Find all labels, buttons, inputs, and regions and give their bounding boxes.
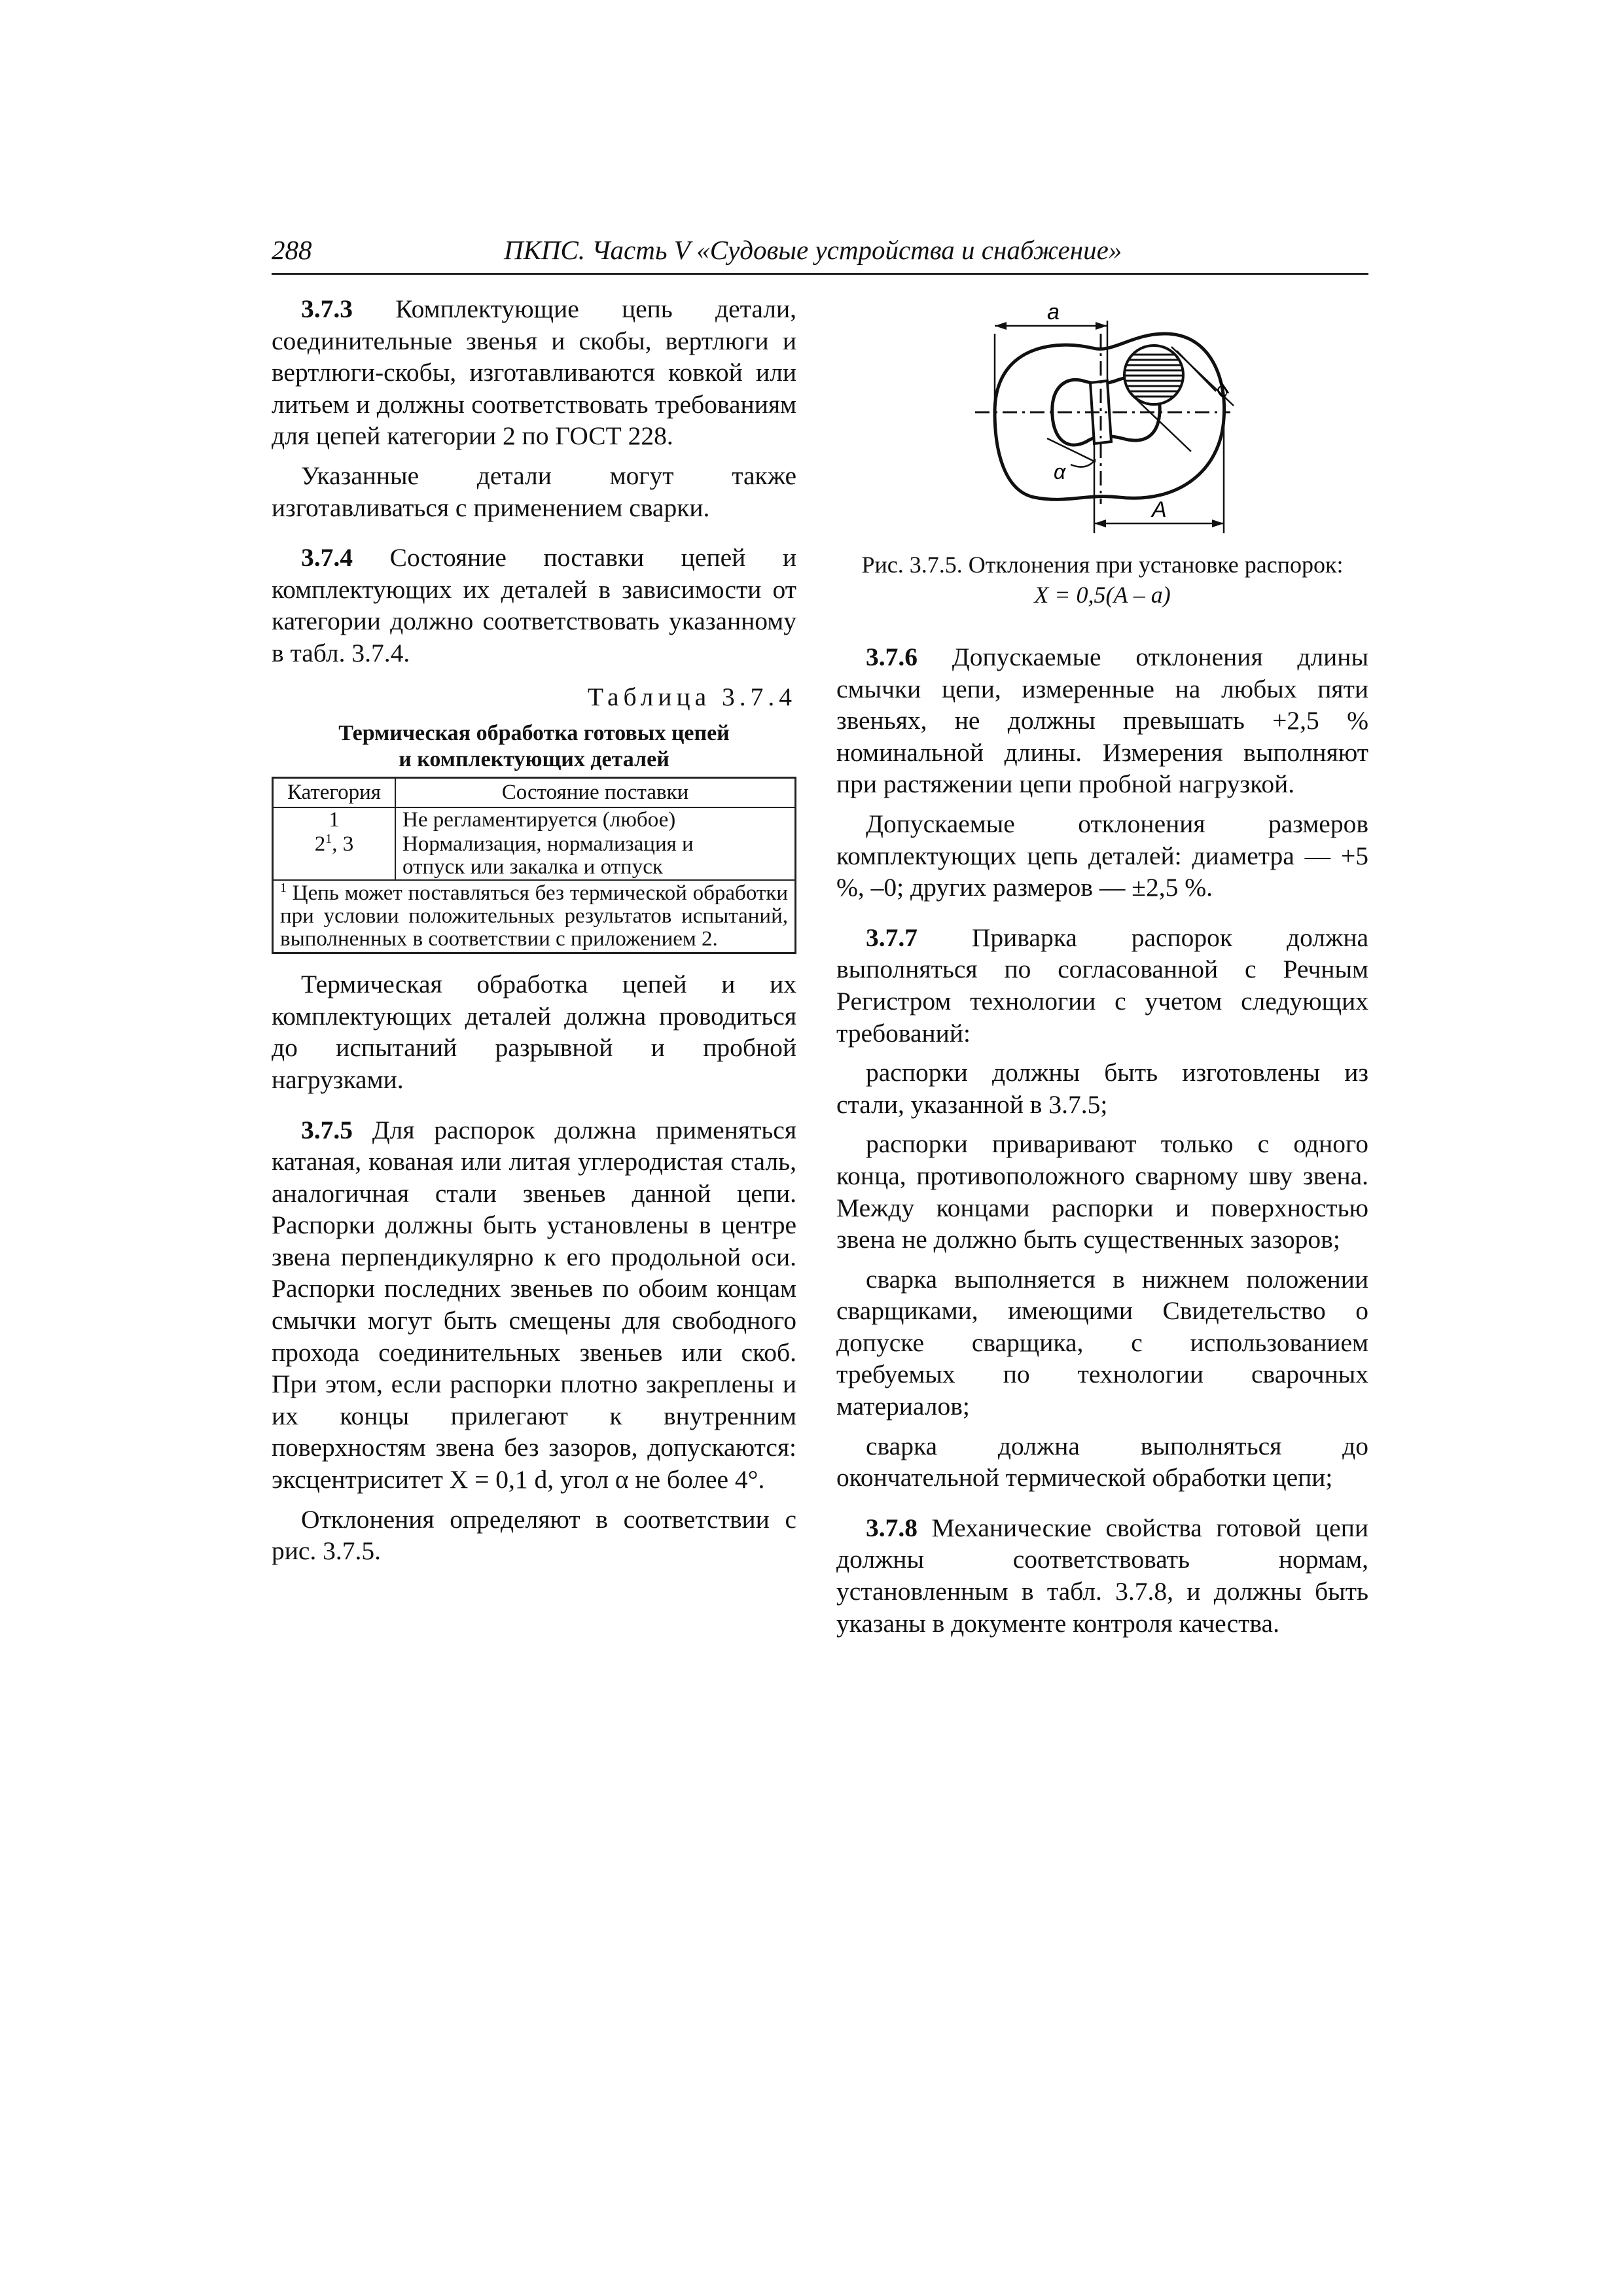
paragraph-text: Приварка распорок должна выполняться по согласованной с Речным Регистром технологии с учетом следующих требований: <box>836 923 1368 1048</box>
list-item: сварка выполняется в нижнем положении сварщиками, имеющими Свидетельство о допуске сварщика, с использованием требуемых по технологии сварочных материалов; <box>836 1264 1368 1421</box>
right-column <box>836 641 1368 1639</box>
list-item: распорки должны быть изготовлены из стали, указанной в 3.7.5; <box>836 1058 1368 1119</box>
paragraph-text: Механические свойства готовой цепи должны соответствовать нормам, установленным в табл. 3.7.8, и должны быть указаны в документе контроля качества. <box>836 1513 1368 1638</box>
caption-formula: X = 0,5(A – a) <box>1034 582 1171 608</box>
label-a: a <box>1047 308 1060 325</box>
state-line: отпуск или закалка и отпуск <box>402 855 663 879</box>
header-rule <box>272 273 1368 275</box>
table-title-line: Термическая обработка готовых цепей <box>338 721 730 746</box>
left-column <box>272 293 796 1567</box>
table-row <box>273 807 796 832</box>
cell-category <box>273 832 396 880</box>
category-value: 2 <box>314 832 326 857</box>
footnote-text: Цепь может поставляться без термической обработки при условии положительных результатов испытаний, выполненных в соответствии с приложением 2. <box>280 881 788 951</box>
cell-category: 1 <box>273 807 396 832</box>
paragraph-text: Для распорок должна применяться катаная, кованая или литая углеродистая сталь, аналогичная стали звеньев данной цепи. Распорки должны быть установлены в центре звена перпендикулярно к его продольной оси. Распорки последних звеньев по обоим концам смычки могут быть смещены для свободного прохода соединительных звеньев или скоб. При этом, если распорки плотно закреплены и их концы прилегают к внутренним поверхностям звена без зазоров, допускаются: эксцентриситет X = 0,1 d, угол α не более 4°. <box>272 1115 796 1494</box>
label-d: d <box>1209 377 1234 402</box>
table-footnote-row <box>273 880 796 953</box>
section-number: 3.7.6 <box>866 643 918 671</box>
chain-link-figure <box>955 308 1243 546</box>
section-number: 3.7.8 <box>866 1513 918 1542</box>
table-caption: Таблица 3.7.4 <box>587 682 796 711</box>
list-item: сварка должна выполняться до окончательной термической обработки цепи; <box>836 1431 1368 1492</box>
column-header-state: Состояние поставки <box>395 778 796 808</box>
caption-text: Рис. 3.7.5. Отклонения при установке распорок: <box>861 552 1344 578</box>
arrow-icon <box>1212 520 1224 527</box>
heat-treatment-table <box>272 777 796 954</box>
label-alpha: α <box>1054 460 1066 484</box>
table-footnote <box>273 880 796 953</box>
paragraph-3-7-6 <box>836 641 1368 800</box>
state-line: Нормализация, нормализация и <box>402 832 694 857</box>
table-title <box>272 720 796 773</box>
arrow-icon <box>1094 520 1106 527</box>
list-item: распорки приваривают только с одного конца, противоположного сварному шву звена. Между концами распорки и поверхностью звена не должно быть существенных зазоров; <box>836 1129 1368 1254</box>
section-number: 3.7.5 <box>301 1115 353 1144</box>
category-value-rest: , 3 <box>332 832 354 857</box>
paragraph-3-7-3 <box>272 293 796 452</box>
footnote-mark: 1 <box>325 832 332 847</box>
cell-state <box>395 832 796 880</box>
paragraph-3-7-8 <box>836 1512 1368 1639</box>
running-header: ПКПС. Часть V «Судовые устройства и снабжение» <box>504 235 1122 265</box>
paragraph: Термическая обработка цепей и их комплектующих деталей должна проводиться до испытаний разрывной и пробной нагрузками. <box>272 970 796 1094</box>
arrow-icon <box>1096 322 1107 330</box>
table-row <box>273 832 796 880</box>
extension-line <box>1136 399 1191 451</box>
section-number: 3.7.4 <box>301 543 353 573</box>
column-header-category: Категория <box>273 778 396 808</box>
paragraph-text: Допускаемые отклонения длины смычки цепи, измеренные на любых пяти звеньях, не должны превышать +2,5 % номинальной длины. Измерения выполняют при растяжении цепи пробной нагрузкой. <box>836 643 1368 799</box>
table-header-row <box>273 778 796 808</box>
paragraph-3-7-5 <box>272 1114 796 1496</box>
footnote-mark: 1 <box>280 881 287 896</box>
arrow-icon <box>995 322 1007 330</box>
paragraph: Допускаемые отклонения размеров комплектующих цепь деталей: диаметра — +5 %, –0; других размеров — ±2,5 %. <box>836 809 1368 902</box>
paragraph: Отклонения определяют в соответствии с рис. 3.7.5. <box>272 1504 796 1566</box>
cell-state: Не регламентируется (любое) <box>395 807 796 832</box>
chain-link-drawing <box>955 308 1243 543</box>
table-title-line: и комплектующих деталей <box>399 747 669 772</box>
paragraph-3-7-4 <box>272 542 796 669</box>
paragraph-text: Состояние поставки цепей и комплектующих их деталей в зависимости от категории должно соответствовать указанному в табл. 3.7.4. <box>272 543 796 667</box>
paragraph-text: Комплектующие цепь детали, соединительные звенья и скобы, вертлюги и вертлюги-скобы, изготавливаются ковкой или литьем и должны соответствовать требованиям для цепей категории 2 по ГОСТ 228. <box>272 294 796 451</box>
section-number: 3.7.7 <box>866 923 918 952</box>
paragraph-3-7-7 <box>836 922 1368 1049</box>
paragraph: Указанные детали могут также изготавливаться с применением сварки. <box>272 461 796 522</box>
page-number: 288 <box>272 235 312 265</box>
label-A: A <box>1152 497 1167 522</box>
figure-caption <box>836 550 1368 610</box>
section-number: 3.7.3 <box>301 294 353 323</box>
